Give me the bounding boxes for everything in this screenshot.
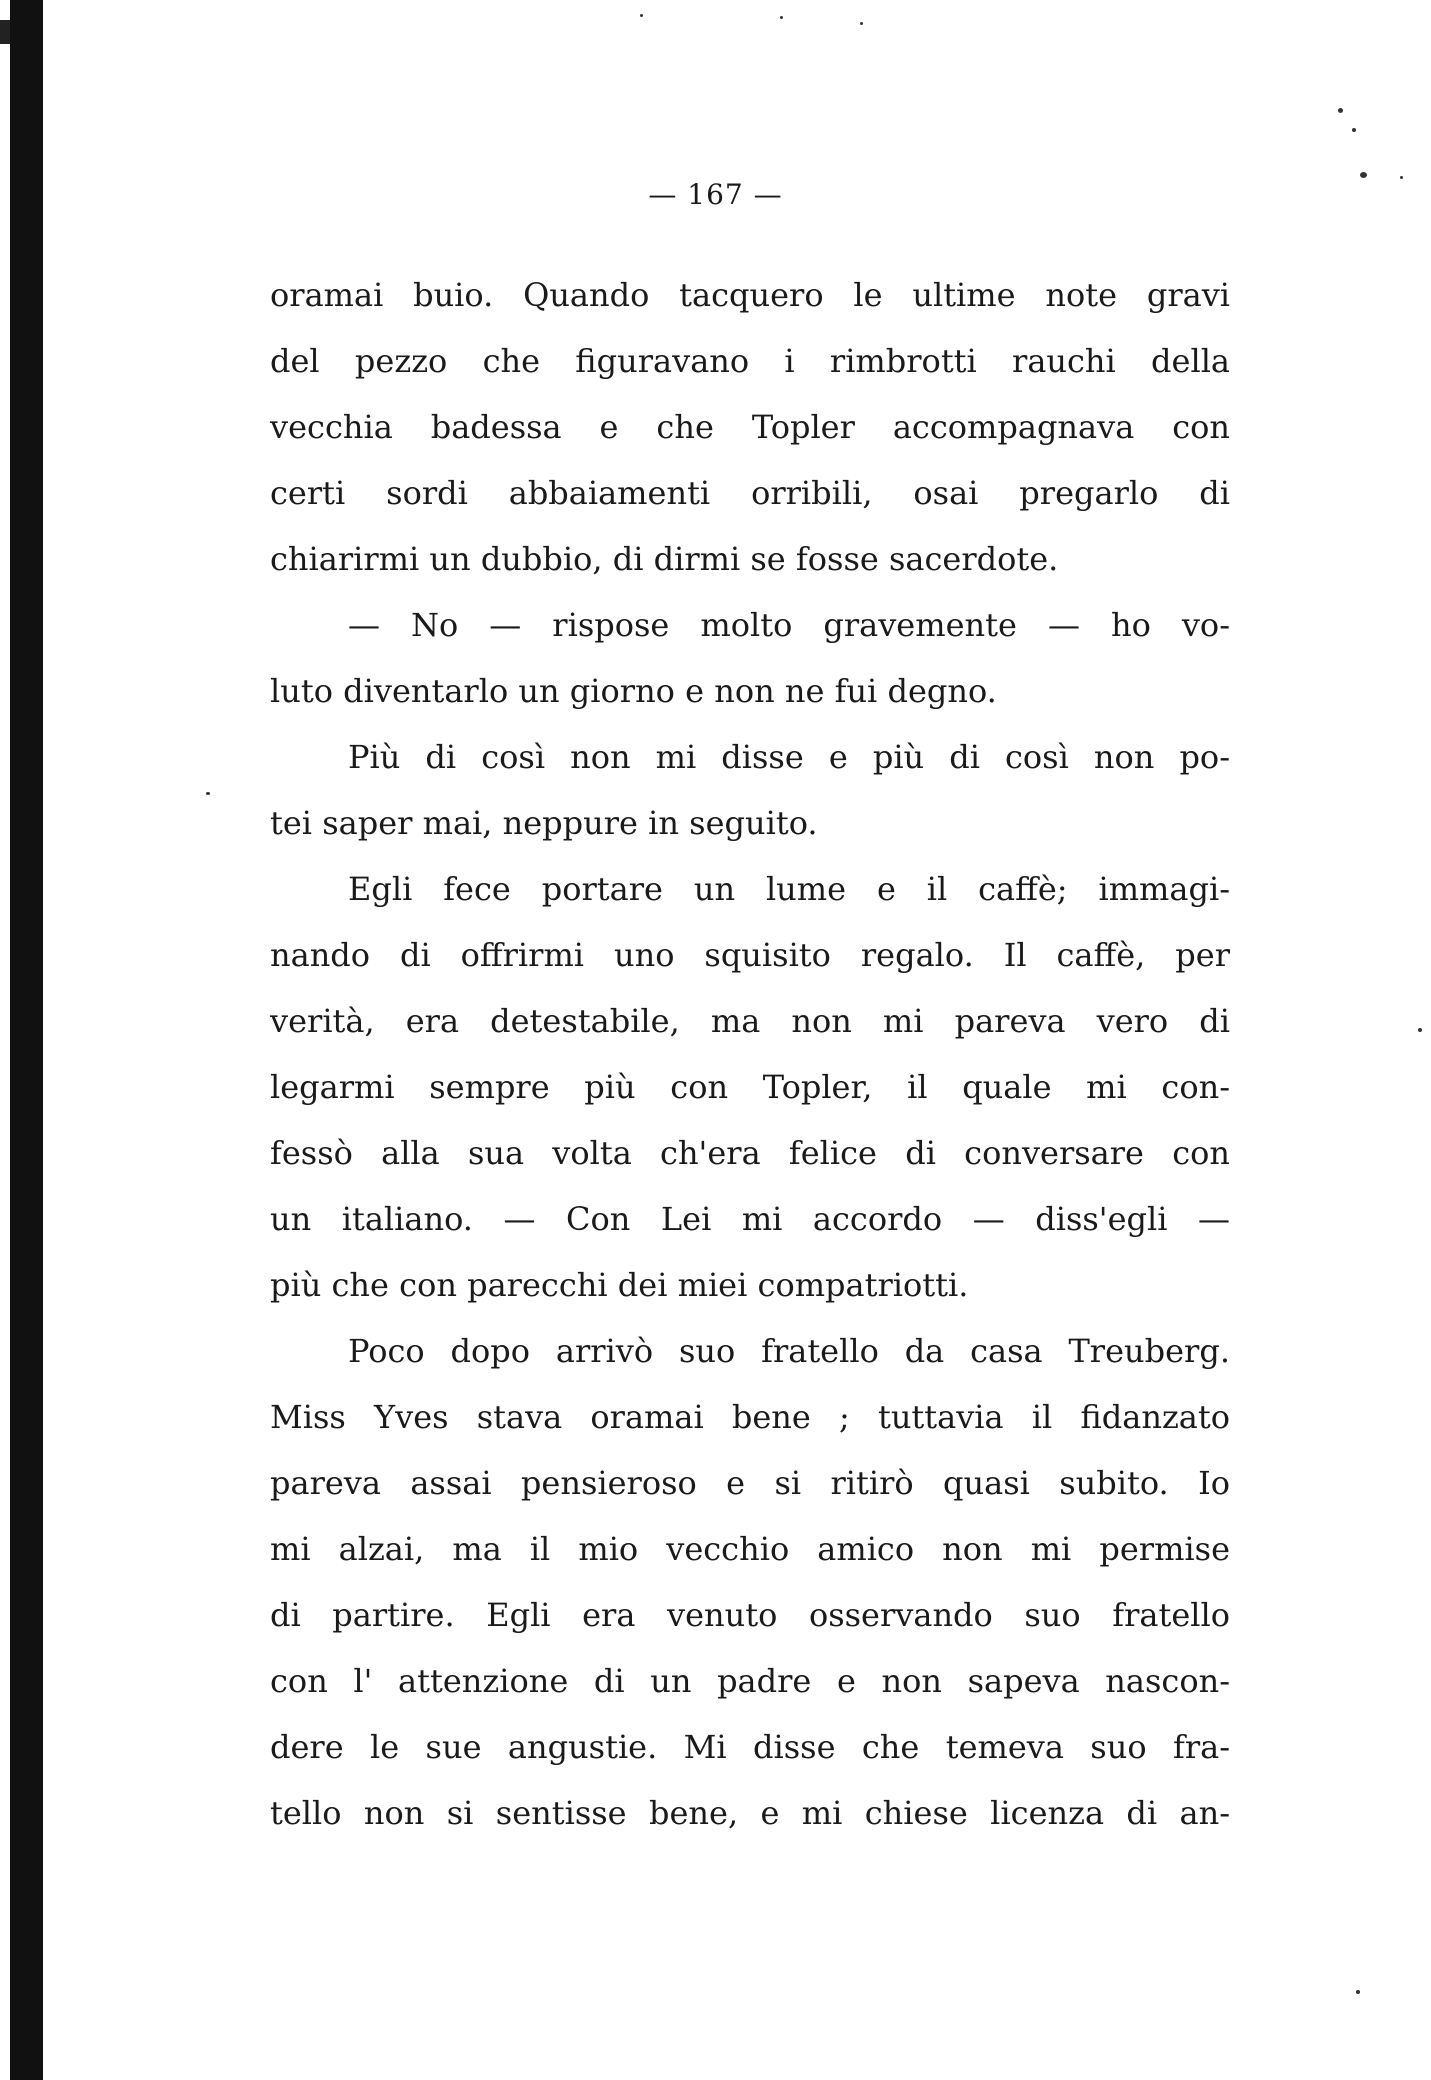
text-line: chiarirmi un dubbio, di dirmi se fosse sacerdote. [270, 540, 1059, 578]
text-line: del pezzo che figuravano i rimbrotti rauchi della [270, 342, 1230, 380]
text-line: luto diventarlo un giorno e non ne fui degno. [270, 672, 997, 710]
scan-binding-shadow [10, 0, 43, 2080]
text-line: tello non si sentisse bene, e mi chiese licenza di an- [270, 1794, 1230, 1832]
scan-speck [206, 792, 210, 795]
text-line: certi sordi abbaiamenti orribili, osai pregarlo di [270, 474, 1230, 512]
text-line: un italiano. — Con Lei mi accordo — diss'egli — [270, 1200, 1230, 1238]
scan-speck [640, 14, 643, 17]
text-line: con l' attenzione di un padre e non sapeva nascon- [270, 1662, 1230, 1700]
scan-edge-mark [0, 20, 10, 44]
scan-speck [1338, 108, 1343, 113]
text-line: oramai buio. Quando tacquero le ultime note gravi [270, 276, 1230, 314]
scan-speck [1356, 1990, 1360, 1994]
page-number: — 167 — [648, 178, 783, 211]
text-line: pareva assai pensieroso e si ritirò quasi subito. Io [270, 1464, 1230, 1502]
text-line: più che con parecchi dei miei compatriotti. [270, 1266, 969, 1304]
text-line: vecchia badessa e che Topler accompagnava con [270, 408, 1230, 446]
text-line: verità, era detestabile, ma non mi pareva vero di [270, 1002, 1230, 1040]
scan-speck [1418, 1028, 1422, 1032]
body-text [270, 262, 1230, 1846]
text-line: mi alzai, ma il mio vecchio amico non mi permise [270, 1530, 1230, 1568]
text-line: legarmi sempre più con Topler, il quale mi con- [270, 1068, 1230, 1106]
text-line: tei saper mai, neppure in seguito. [270, 804, 818, 842]
text-line: di partire. Egli era venuto osservando suo fratello [270, 1596, 1230, 1634]
scan-speck [780, 16, 783, 19]
text-line: Più di così non mi disse e più di così non po- [348, 738, 1230, 776]
scan-speck [1352, 128, 1356, 132]
text-line: Miss Yves stava oramai bene ; tuttavia il fidanzato [270, 1398, 1230, 1436]
text-line: Poco dopo arrivò suo fratello da casa Treuberg. [348, 1332, 1230, 1370]
text-line: — No — rispose molto gravemente — ho vo- [348, 606, 1230, 644]
text-line: dere le sue angustie. Mi disse che temeva suo fra- [270, 1728, 1230, 1766]
text-line: Egli fece portare un lume e il caffè; immagi- [348, 870, 1230, 908]
scan-speck [860, 22, 863, 25]
text-line: nando di offrirmi uno squisito regalo. Il caffè, per [270, 936, 1230, 974]
text-line: fessò alla sua volta ch'era felice di conversare con [270, 1134, 1230, 1172]
